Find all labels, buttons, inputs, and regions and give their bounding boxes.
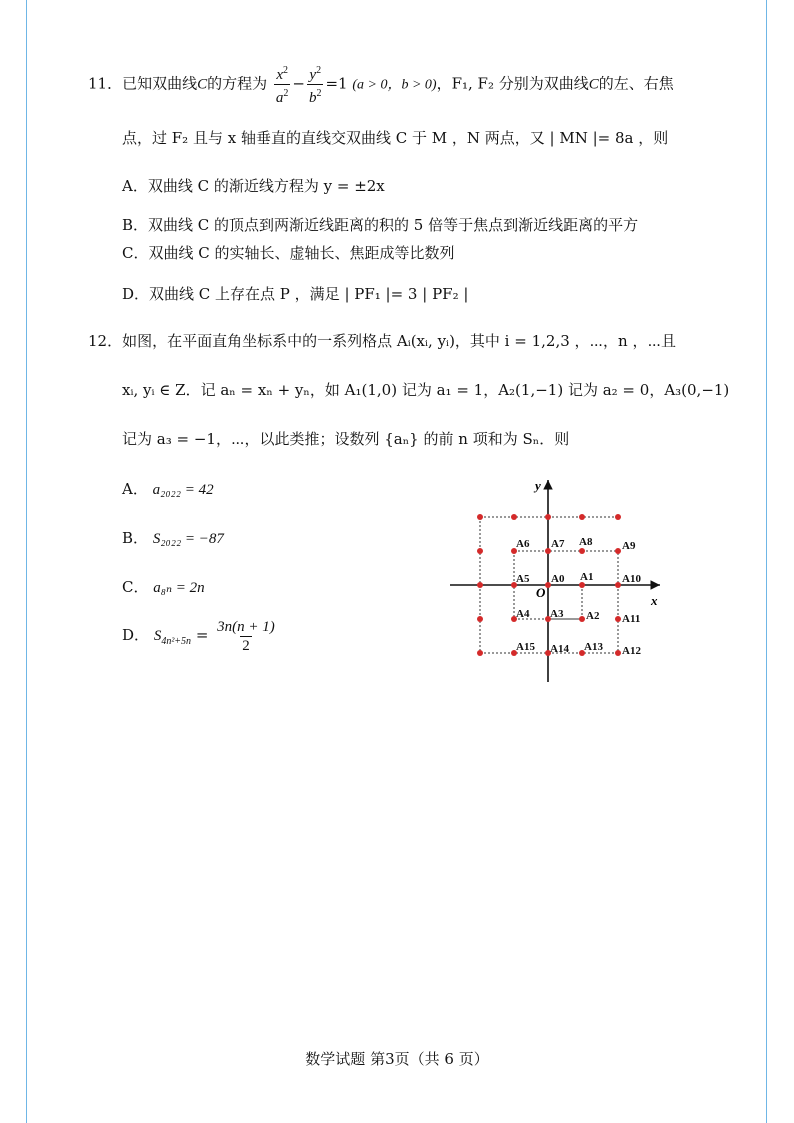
right-margin-line <box>766 0 767 1123</box>
lattice-point <box>477 514 483 520</box>
lattice-point <box>477 650 483 656</box>
q12-option-b: B． S₂₀₂₂ = −87 <box>122 529 224 547</box>
q11-option-a: A．双曲线 C 的渐近线方程为 y = ±2x <box>122 177 385 195</box>
lattice-point-a8 <box>579 548 585 554</box>
lattice-point-a12 <box>615 650 621 656</box>
page-footer: 数学试题 第3页（共 6 页） <box>305 1050 489 1068</box>
q12-option-c: C． a₈ₙ = 2n <box>122 578 205 596</box>
q11-line1: 11．已知双曲线C的方程为 $\frac{x^2}{a^2}$ − $\frac{y^2}{b^2}$ =1 (a > 0，b > 0)，F₁, F₂ 分别为双曲线C的左、右焦 <box>88 62 674 107</box>
lattice-point <box>615 514 621 520</box>
label-a4: A4 <box>516 608 530 620</box>
label-a10: A10 <box>622 573 641 585</box>
label-a14: A14 <box>550 643 569 655</box>
lattice-point-a2 <box>579 616 585 622</box>
lattice-point <box>477 582 483 588</box>
q11-option-d: D．双曲线 C 上存在点 P ，满足 | PF₁ |= 3 | PF₂ | <box>122 285 469 303</box>
label-a2: A2 <box>586 610 600 622</box>
label-a7: A7 <box>551 538 565 550</box>
lattice-point-a10 <box>615 582 621 588</box>
q11-option-b: B．双曲线 C 的顶点到两渐近线距离的积的 5 倍等于焦点到渐近线距离的平方 <box>122 216 639 234</box>
label-a0: A0 <box>551 573 565 585</box>
label-a13: A13 <box>584 641 603 653</box>
label-a11: A11 <box>622 613 641 625</box>
q12-line3: 记为 a₃ = −1，⋯，以此类推；设数列 {aₙ} 的前 n 项和为 Sₙ．则 <box>122 430 570 448</box>
q11-line2: 点，过 F₂ 且与 x 轴垂直的直线交双曲线 C 于 M ，N 两点，又 | MN |= 8a ，则 <box>122 129 669 147</box>
label-a1: A1 <box>580 571 594 583</box>
label-a9: A9 <box>622 540 636 552</box>
lattice-point <box>477 616 483 622</box>
lattice-figure <box>440 470 680 690</box>
fraction-x2-a2: $\frac{x^2}{a^2}$ <box>275 65 289 106</box>
label-a5: A5 <box>516 573 530 585</box>
q12-option-a: A． a₂₀₂₂ = 42 <box>122 480 214 498</box>
x-axis-label: x <box>651 593 658 608</box>
q12-option-d: D． $S_{4n^2+5n}$ = $\frac{3n(n + 1)}{2}$ <box>122 618 275 654</box>
label-a8: A8 <box>579 536 593 548</box>
label-a12: A12 <box>622 645 641 657</box>
lattice-point <box>477 548 483 554</box>
label-a6: A6 <box>516 538 530 550</box>
lattice-point <box>545 514 551 520</box>
lattice-point <box>511 514 517 520</box>
fraction-y2-b2: $\frac{y^2}{b^2}$ <box>308 65 322 106</box>
label-a15: A15 <box>516 641 535 653</box>
left-margin-line <box>26 0 27 1123</box>
lattice-point <box>579 514 585 520</box>
y-axis-label: y <box>535 478 541 493</box>
lattice-point-a11 <box>615 616 621 622</box>
q12-line1: 12．如图，在平面直角坐标系中的一系列格点 Aᵢ(xᵢ, yᵢ)，其中 i = 1,2,3 ，⋯，n ，⋯且 <box>88 332 676 350</box>
lattice-point-a9 <box>615 548 621 554</box>
label-a3: A3 <box>550 608 564 620</box>
fraction-3n-n-plus-1-over-2: $\frac{3n(n + 1)}{2}$ <box>217 618 275 654</box>
q12-line2: xᵢ, yᵢ ∈ Z．记 aₙ = xₙ + yₙ，如 A₁(1,0) 记为 a₁ = 1，A₂(1,−1) 记为 a₂ = 0，A₃(0,−1) <box>122 381 730 399</box>
q11-option-c: C．双曲线 C 的实轴长、虚轴长、焦距成等比数列 <box>122 244 455 262</box>
origin-label: O <box>536 585 546 600</box>
